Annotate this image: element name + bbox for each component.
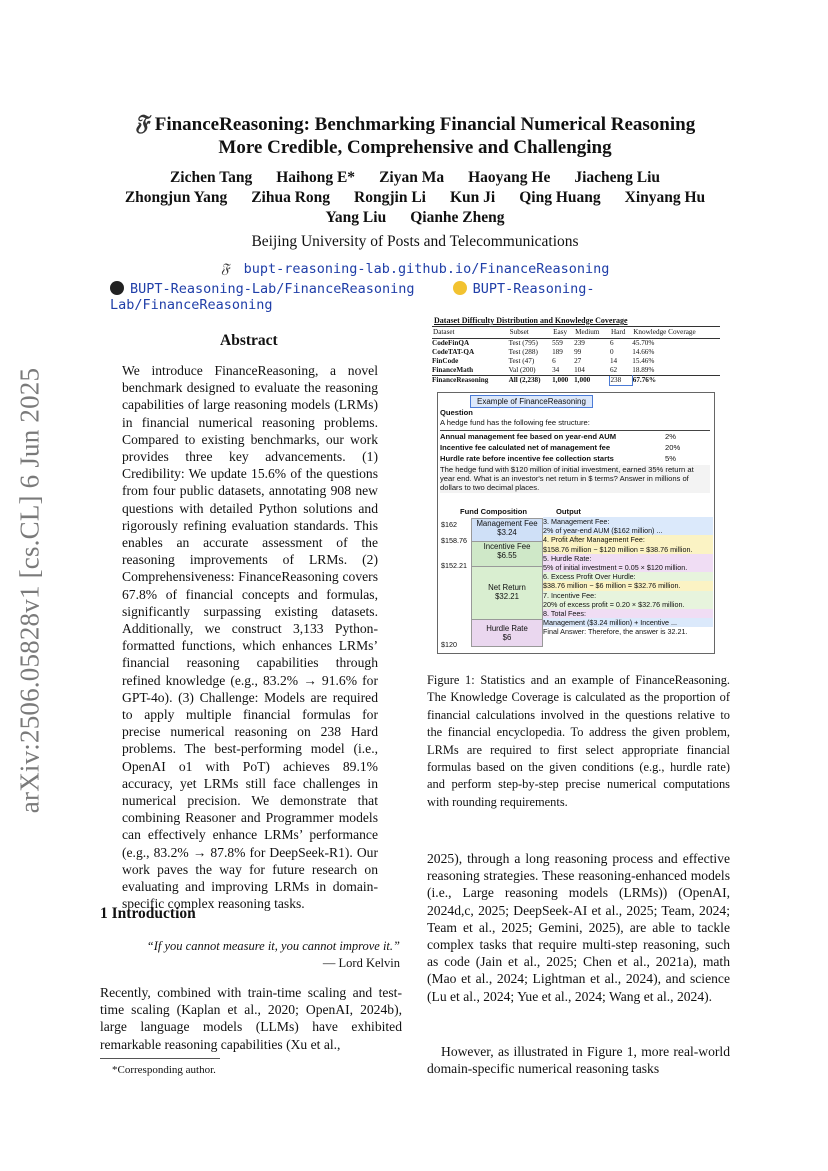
table-cell: 6: [552, 357, 556, 365]
author: Haoyang He: [468, 169, 551, 186]
output-line: 8. Total Fees:: [543, 609, 713, 618]
axis-label: $152.21: [441, 561, 467, 570]
table-cell: 239: [574, 339, 585, 347]
table-row: [432, 366, 720, 376]
table-cell: 14: [609, 357, 618, 365]
table-row: [432, 357, 720, 366]
author: Qianhe Zheng: [410, 209, 505, 226]
fee-row: [440, 453, 710, 464]
footnote-divider: [100, 1058, 220, 1059]
github-icon: [110, 281, 124, 295]
column-header: Subset: [509, 327, 552, 339]
table-header-row: [432, 327, 720, 339]
fund-value: $6.55: [497, 551, 517, 560]
table-cell: 189: [552, 348, 563, 356]
output-line: $158.76 million − $120 million = $38.76 million.: [543, 545, 713, 554]
intro-text: Recently, combined with train-time scaling and test-time scaling (Kaplan et al., 2020; OpenAI, 2024b), large language models (LLMs) have exhibited remarkable reasoning capabilities (Xu et al.,: [100, 985, 402, 1052]
project-logo-icon: 𝔉: [134, 110, 149, 136]
fee-value: 5%: [665, 454, 676, 464]
output-line: 20% of excess profit = 0.20 × $32.76 million.: [543, 600, 713, 609]
axis-label: $162: [441, 520, 457, 529]
output-line: 2% of year-end AUM ($162 million) ...: [543, 526, 713, 535]
table-cell: Val (200): [508, 366, 536, 374]
output-line: 5% of initial investment = 0.05 × $120 million.: [543, 563, 713, 572]
fee-structure-table: [440, 430, 710, 466]
repo-link-row: [110, 281, 730, 313]
table-cell: Test (288): [508, 348, 538, 356]
column-header: Medium: [574, 327, 610, 339]
fund-label: Incentive Fee: [483, 542, 531, 551]
table-cell: 1,000: [552, 376, 574, 386]
output-line: 4. Profit After Management Fee:: [543, 535, 713, 544]
arxiv-identifier: arXiv:2506.05828v1 [cs.CL] 6 Jun 2025: [14, 367, 45, 814]
author-row-3: [100, 208, 730, 228]
fee-value: 2%: [665, 432, 676, 441]
table-cell: 238: [610, 376, 632, 386]
fund-label: Management Fee: [476, 519, 538, 528]
author: Xinyang Hu: [624, 189, 706, 206]
footnote: *Corresponding author.: [112, 1064, 216, 1076]
column-header: Easy: [552, 327, 574, 339]
affiliation: Beijing University of Posts and Telecommunications: [251, 233, 579, 250]
axis-label: $120: [441, 640, 457, 649]
fee-row: [440, 442, 710, 453]
output-line: Final Answer: Therefore, the answer is 32.21.: [543, 627, 688, 637]
table-cell: 18.89%: [632, 366, 655, 374]
column-header: Hard: [610, 327, 632, 339]
table-cell: 1,000: [574, 376, 610, 386]
right-column-text-2: However, as illustrated in Figure 1, more real-world domain-specific numerical reasoning tasks: [427, 1044, 730, 1077]
table-cell: 67.76%: [632, 376, 720, 386]
table-cell: FinanceReasoning: [432, 376, 509, 386]
figure-caption: Figure 1: Statistics and an example of FinanceReasoning. The Knowledge Coverage is calculated as the proportion of financial calculations involved in the questions relative to the financial encyclopedia. To address the given problem, LRMs are required to first select appropriate financial formulas based on the given conditions (e.g., hurdle rate) and perform step-by-step precise numerical computations with rounding requirements.: [427, 673, 730, 809]
abstract-heading: Abstract: [220, 332, 278, 349]
title-line-1: FinanceReasoning: Benchmarking Financial Numerical Reasoning: [154, 114, 696, 135]
table-cell: 14.66%: [632, 348, 655, 356]
fee-row: [440, 431, 710, 442]
title-line-2: More Credible, Comprehensive and Challenging: [218, 137, 612, 158]
table-row: [432, 339, 720, 349]
table-cell: Test (795): [508, 339, 538, 347]
author: Jiacheng Liu: [574, 169, 661, 186]
axis-label: $158.76: [441, 536, 467, 545]
stats-table-title: Dataset Difficulty Distribution and Knowledge Coverage: [434, 316, 628, 325]
right-column-text: 2025), through a long reasoning process and effective reasoning strategies. These reasoning-enhanced models (i.e., Large reasoning models (LRMs)) (OpenAI, 2024d,c, 2025; DeepSeek-AI et al., 2025; Team, 2024; Team et al., 2025; Gemini, 2025), are able to tackle complex tasks that require multi-step reasoning, such as code (Jain et al., 2025; Chen et al., 2021a), math (Mao et al., 2024; Lightman et al., 2024), and science (Lu et al., 2024; Yue et al., 2024; Wang et al., 2024).: [427, 851, 730, 1004]
table-cell: CodeTAT-QA: [432, 348, 475, 356]
table-cell: FinanceMath: [432, 366, 474, 374]
example-tag: Example of FinanceReasoning: [470, 395, 593, 408]
project-logo-icon: 𝔉: [220, 261, 230, 277]
abstract-text: We introduce FinanceReasoning, a novel benchmark designed to evaluate the reasoning capabilities of large reasoning models (LRMs) in financial numerical reasoning problems. Compared to existing benchmarks, our work provides three key advancements. (1) Credibility: We update 15.6% of the questions from four public datasets, annotating 908 new questions with detailed Python solutions and rigorously refining evaluation standards. This enables an accurate assessment of the reasoning improvements of LRMs. (2) Comprehensiveness: FinanceReasoning covers 67.8% of financial concepts and formulas, significantly surpassing existing datasets. Additionally, we construct 3,133 Python-formatted functions, which enhances LRMs’ financial reasoning capabilities through refined knowledge (e.g., 83.2% → 91.6% for GPT-4o). (3) Challenge: Models are required to apply multiple financial formulas for precise numerical reasoning on 238 Hard problems. The best-performing model (i.e., OpenAI o1 with PoT) achieves 89.1% accuracy, yet LRMs still face challenges in numerical precision. We demonstrate that combining Reasoner and Programmer models can effectively enhance LRMs’ performance (e.g., 83.2% → 87.8% for DeepSeek-R1). Our work paves the way for future research on evaluating and improving LRMs in domain-specific complex reasoning tasks.: [122, 363, 378, 912]
fund-composition-heading: Fund Composition: [460, 507, 528, 516]
table-cell: 6: [609, 339, 614, 347]
author-list: [100, 168, 730, 228]
author: Yang Liu: [325, 209, 387, 226]
fee-label: Annual management fee based on year-end AUM: [440, 432, 617, 441]
fee-label: Incentive fee calculated net of management fee: [440, 443, 611, 453]
author: Haihong E*: [276, 169, 356, 186]
table-cell: 104: [574, 366, 585, 374]
author-row-1: [100, 168, 730, 188]
output-steps: [543, 517, 713, 637]
fund-label: Net Return: [488, 583, 526, 592]
question-text: A hedge fund has the following fee structure:: [440, 418, 590, 427]
output-line: $38.76 million − $6 million = $32.76 million.: [543, 581, 713, 590]
huggingface-link[interactable]: BUPT-Reasoning-Lab/FinanceReasoning: [110, 281, 595, 313]
website-link[interactable]: bupt-reasoning-lab.github.io/FinanceReasoning: [243, 261, 610, 277]
table-cell: Test (47): [508, 357, 535, 365]
epigraph-quote: “If you cannot measure it, you cannot improve it.”: [146, 939, 400, 953]
fund-block-hurdle-rate: [471, 619, 543, 647]
output-heading: Output: [556, 507, 581, 516]
author: Rongjin Li: [354, 189, 426, 206]
output-line: Management ($3.24 million) + Incentive ...: [543, 618, 713, 627]
column-header: Knowledge Coverage: [632, 327, 720, 339]
epigraph-author: — Lord Kelvin: [322, 956, 400, 970]
author: Zhongjun Yang: [124, 189, 228, 206]
fund-value: $32.21: [495, 592, 519, 601]
table-row: [432, 348, 720, 357]
fund-value: $6: [502, 633, 512, 642]
github-link[interactable]: BUPT-Reasoning-Lab/FinanceReasoning: [130, 281, 415, 297]
output-line: 3. Management Fee:: [543, 517, 713, 526]
fee-label: Hurdle rate before incentive fee collection starts: [440, 454, 614, 464]
table-cell: 27: [574, 357, 582, 365]
output-line: 5. Hurdle Rate:: [543, 554, 713, 563]
website-link-row: [100, 261, 730, 277]
fund-label: Hurdle Rate: [486, 624, 528, 633]
stats-table: [432, 326, 720, 386]
table-cell: 0: [609, 348, 614, 356]
paper-title: [100, 112, 730, 159]
fund-block-management-fee: [471, 518, 543, 542]
section-heading-introduction: 1 Introduction: [100, 905, 196, 922]
output-line: 6. Excess Profit Over Hurdle:: [543, 572, 713, 581]
table-cell: 34: [552, 366, 560, 374]
table-cell: FinCode: [432, 357, 459, 365]
table-cell: 99: [574, 348, 582, 356]
author: Ziyan Ma: [379, 169, 445, 186]
table-cell: All (2,238): [509, 376, 552, 386]
table-cell: 559: [552, 339, 563, 347]
column-header: Dataset: [432, 327, 509, 339]
table-cell: 15.46%: [632, 357, 655, 365]
author: Zichen Tang: [169, 169, 253, 186]
fund-block-incentive-fee: [471, 541, 543, 567]
fund-value: $3.24: [497, 528, 517, 537]
author: Zihua Rong: [251, 189, 331, 206]
github-link-group: [110, 281, 423, 297]
huggingface-icon: [453, 281, 467, 295]
author: Qing Huang: [519, 189, 601, 206]
author-row-2: [100, 188, 730, 208]
author: Kun Ji: [449, 189, 496, 206]
output-line: 7. Incentive Fee:: [543, 591, 713, 600]
epigraph: [120, 938, 400, 972]
fund-block-net-return: [471, 566, 543, 620]
table-cell: CodeFinQA: [432, 339, 470, 347]
table-cell: 45.70%: [632, 339, 655, 347]
table-cell: 62: [609, 366, 618, 374]
question-heading: Question: [440, 408, 473, 417]
fee-value: 20%: [665, 443, 681, 453]
table-total-row: [432, 376, 720, 386]
problem-statement: The hedge fund with $120 million of initial investment, earned 35% return at year end. What is an investor's net return in $ terms? Answer in millions of dollars to two decimal places.: [440, 465, 710, 493]
